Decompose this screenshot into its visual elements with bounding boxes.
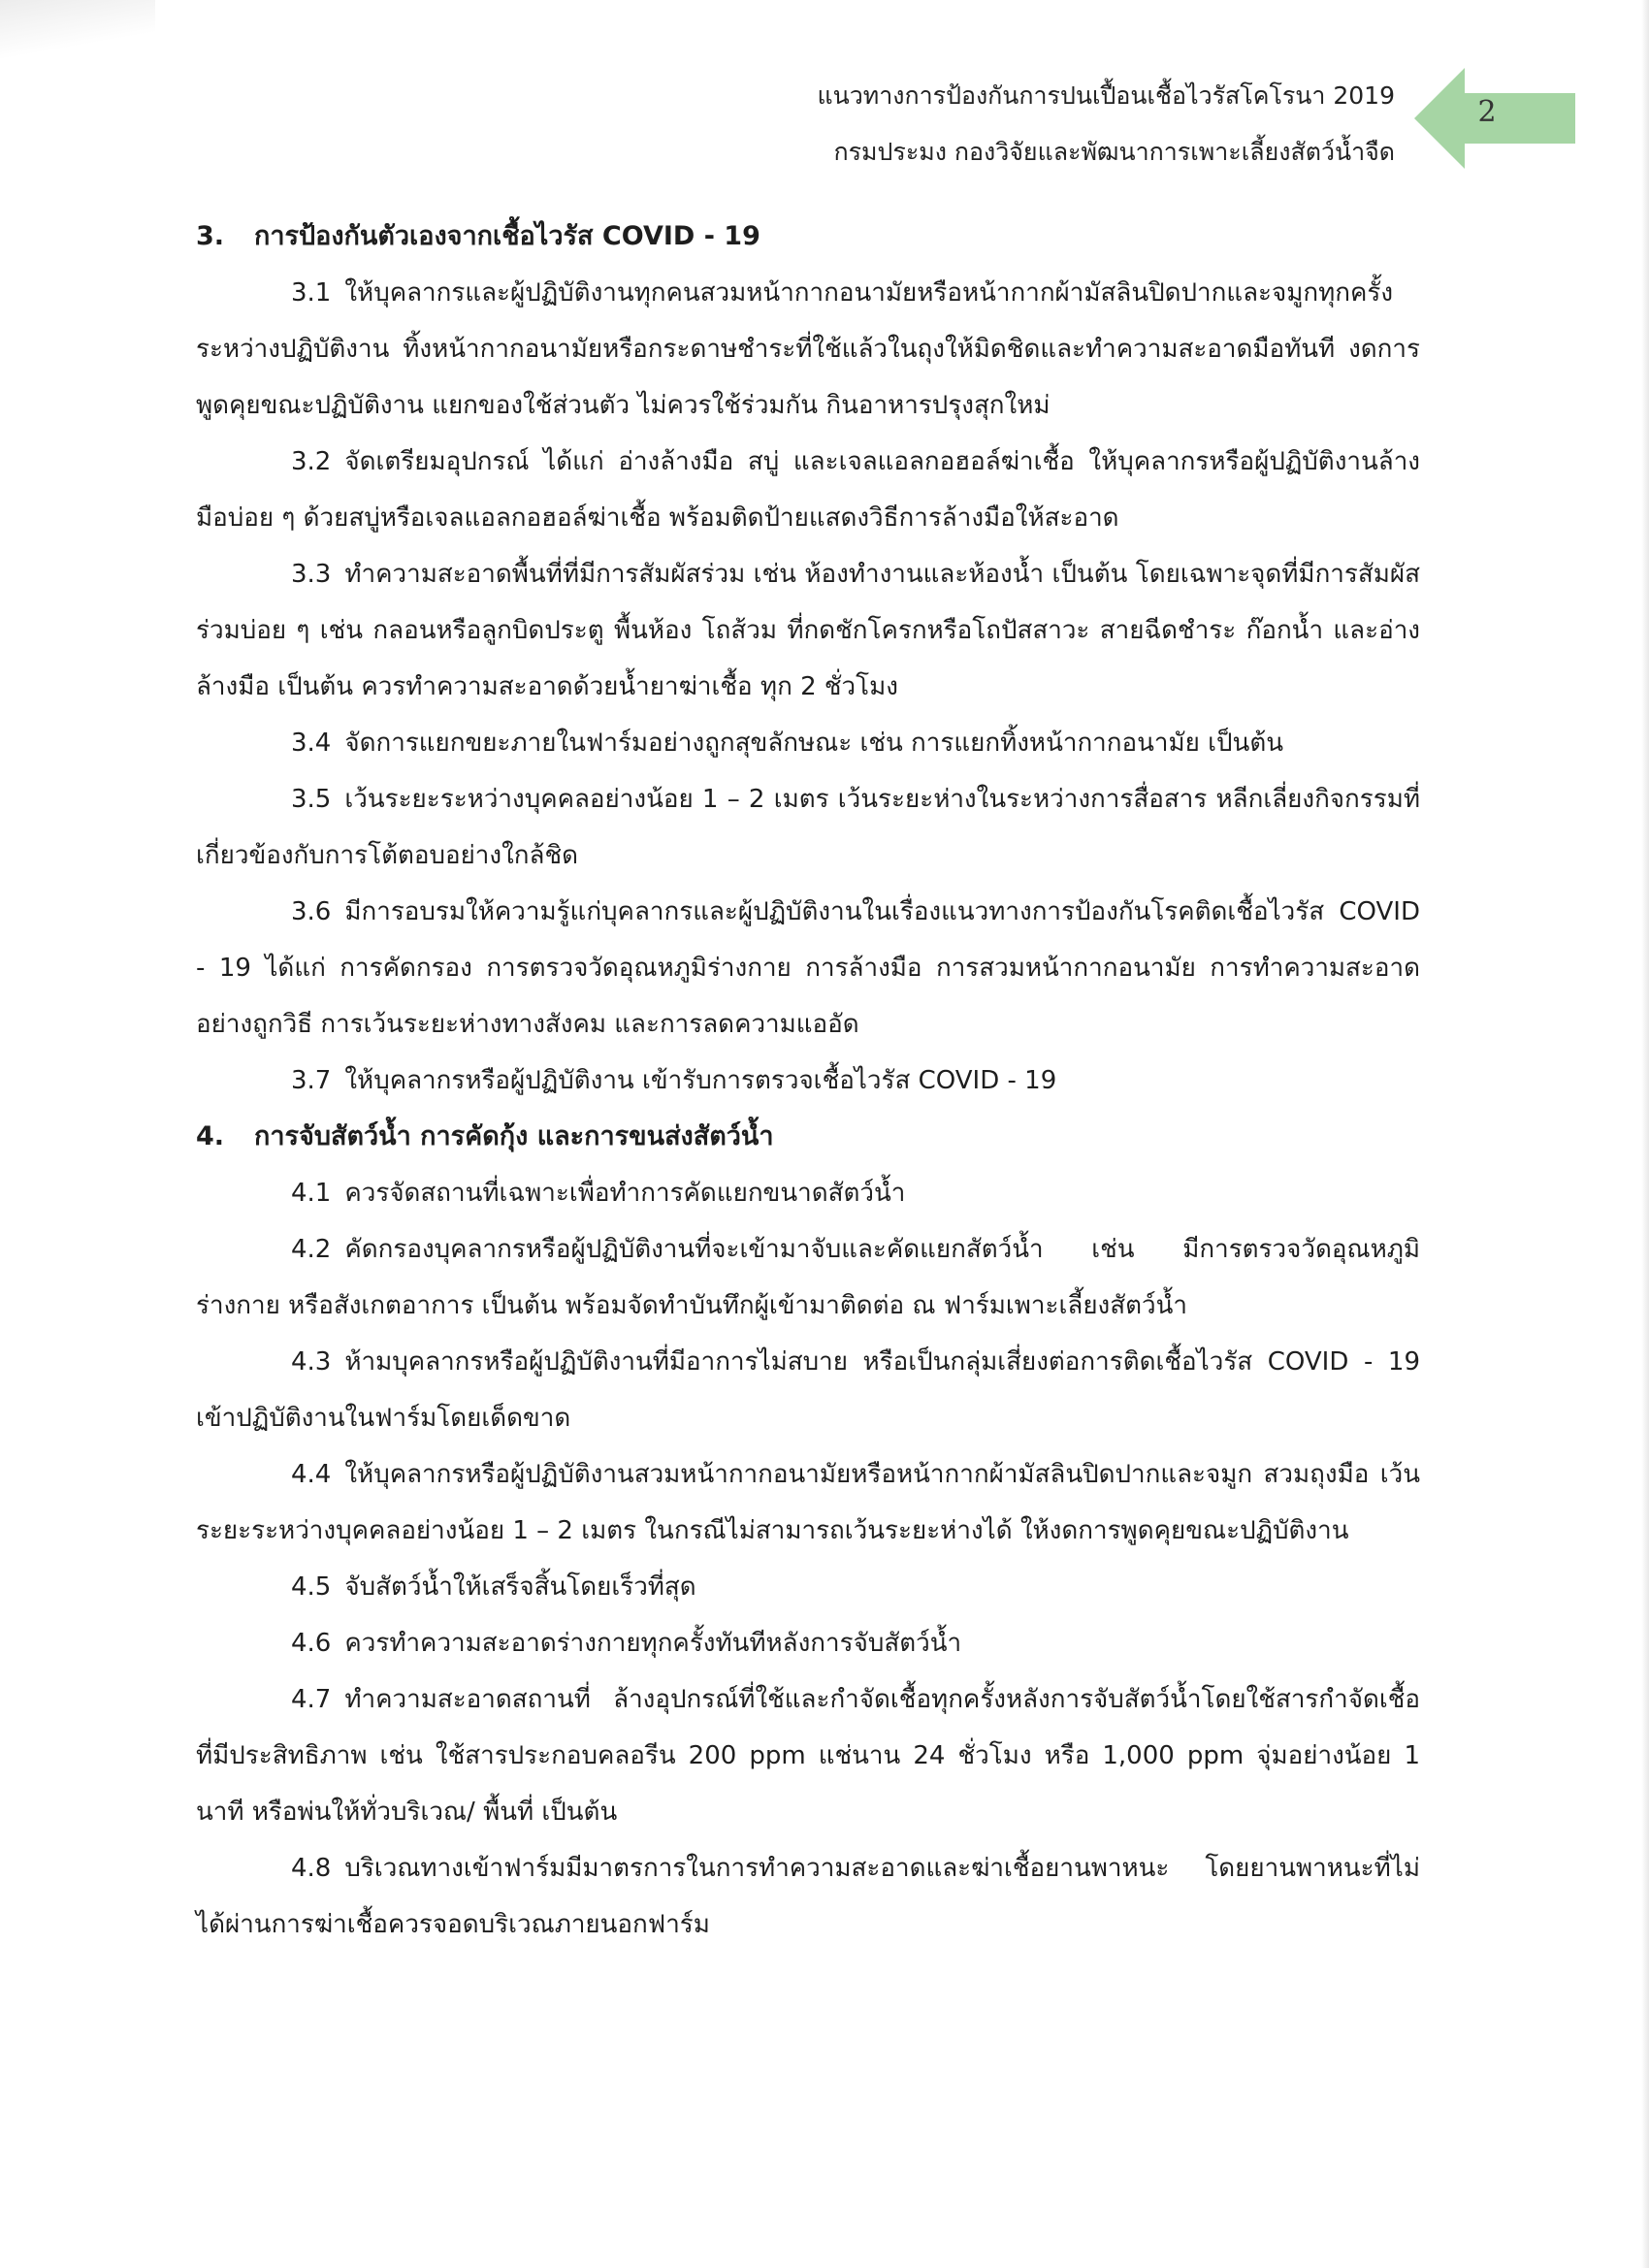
list-item: [196, 715, 1420, 771]
document-header: [818, 68, 1396, 180]
list-item: [196, 1446, 1420, 1559]
item-number: 4.4: [291, 1460, 332, 1489]
list-item: [196, 265, 1420, 434]
item-text: บริเวณทางเข้าฟาร์มมีมาตรการในการทำความสะอาดและฆ่าเชื้อยานพาหนะ โดยยานพาหนะที่ไม่ได้ผ่านการฆ่าเชื้อควรจอดบริเวณภายนอกฟาร์ม: [196, 1854, 1420, 1939]
list-item: [196, 1559, 1420, 1615]
section-number: 3.: [196, 221, 225, 251]
page-corner-shading: [0, 0, 155, 58]
list-item: [196, 1671, 1420, 1840]
item-number: 3.6: [291, 897, 332, 926]
item-text: ให้บุคลากรและผู้ปฏิบัติงานทุกคนสวมหน้ากากอนามัยหรือหน้ากากผ้ามัสลินปิดปากและจมูกทุกครั้งระหว่างปฏิบัติงาน ทิ้งหน้ากากอนามัยหรือกระดาษชำระที่ใช้แล้วในถุงให้มิดชิดและทำความสะอาดมือทันที งดการพูดคุยขณะปฏิบัติงาน แยกของใช้ส่วนตัว ไม่ควรใช้ร่วมกัน กินอาหารปรุงสุกใหม่: [196, 278, 1420, 420]
section-number: 4.: [196, 1121, 225, 1151]
item-text: เว้นระยะระหว่างบุคคลอย่างน้อย 1 – 2 เมตร เว้นระยะห่างในระหว่างการสื่อสาร หลีกเลี่ยงกิจกรรมที่เกี่ยวข้องกับการโต้ตอบอย่างใกล้ชิด: [196, 785, 1420, 870]
item-number: 4.7: [291, 1685, 332, 1714]
item-number: 3.2: [291, 447, 332, 476]
list-item: [196, 1053, 1420, 1109]
section-title: การจับสัตว์น้ำ การคัดกุ้ง และการขนส่งสัตว์น้ำ: [254, 1121, 774, 1151]
item-number: 3.7: [291, 1066, 332, 1095]
list-item: [196, 1840, 1420, 1953]
item-text: ให้บุคลากรหรือผู้ปฏิบัติงาน เข้ารับการตรวจเชื้อไวรัส COVID - 19: [344, 1066, 1057, 1095]
header-title: แนวทางการป้องกันการปนเปื้อนเชื้อไวรัสโคโรนา 2019: [817, 81, 1395, 110]
section-heading-4: [196, 1109, 1420, 1165]
list-item: [196, 1221, 1420, 1334]
item-number: 3.1: [291, 278, 332, 308]
item-number: 4.8: [291, 1854, 332, 1883]
item-number: 4.6: [291, 1629, 332, 1658]
item-text: จัดการแยกขยะภายในฟาร์มอย่างถูกสุขลักษณะ เช่น การแยกทิ้งหน้ากากอนามัย เป็นต้น: [344, 729, 1283, 758]
page-number-badge: [1414, 68, 1575, 169]
item-text: มีการอบรมให้ความรู้แก่บุคลากรและผู้ปฏิบัติงานในเรื่องแนวทางการป้องกันโรคติดเชื้อไวรัส COVID - 19 ได้แก่ การคัดกรอง การตรวจวัดอุณหภูมิร่างกาย การล้างมือ การสวมหน้ากากอนามัย การทำความสะอาดอย่างถูกวิธี การเว้นระยะห่างทางสังคม และการลดความแออัด: [196, 897, 1420, 1039]
item-text: ทำความสะอาดพื้นที่ที่มีการสัมผัสร่วม เช่น ห้องทำงานและห้องน้ำ เป็นต้น โดยเฉพาะจุดที่มีการสัมผัสร่วมบ่อย ๆ เช่น กลอนหรือลูกบิดประตู พื้นห้อง โถส้วม ที่กดชักโครกหรือโถปัสสาวะ สายฉีดชำระ ก๊อกน้ำ และอ่างล้างมือ เป็นต้น ควรทำความสะอาดด้วยน้ำยาฆ่าเชื้อ ทุก 2 ชั่วโมง: [196, 560, 1420, 701]
list-item: [196, 1615, 1420, 1671]
section-heading-3: [196, 209, 1420, 265]
item-text: ควรทำความสะอาดร่างกายทุกครั้งทันทีหลังการจับสัตว์น้ำ: [344, 1629, 962, 1658]
item-text: จัดเตรียมอุปกรณ์ ได้แก่ อ่างล้างมือ สบู่ และเจลแอลกอฮอล์ฆ่าเชื้อ ให้บุคลากรหรือผู้ปฏิบัติงานล้างมือบ่อย ๆ ด้วยสบู่หรือเจลแอลกอฮอล์ฆ่าเชื้อ พร้อมติดป้ายแสดงวิธีการล้างมือให้สะอาด: [196, 447, 1420, 533]
item-text: จับสัตว์น้ำให้เสร็จสิ้นโดยเร็วที่สุด: [344, 1572, 696, 1602]
item-number: 3.5: [291, 785, 332, 814]
list-item: [196, 771, 1420, 884]
item-number: 3.3: [291, 560, 332, 589]
item-text: ทำความสะอาดสถานที่ ล้างอุปกรณ์ที่ใช้และกำจัดเชื้อทุกครั้งหลังการจับสัตว์น้ำโดยใช้สารกำจัดเชื้อที่มีประสิทธิภาพ เช่น ใช้สารประกอบคลอรีน 200 ppm แช่นาน 24 ชั่วโมง หรือ 1,000 ppm จุ่มอย่างน้อย 1 นาที หรือพ่นให้ทั่วบริเวณ/ พื้นที่ เป็นต้น: [196, 1685, 1420, 1827]
item-number: 4.1: [291, 1179, 332, 1208]
list-item: [196, 434, 1420, 546]
item-text: ให้บุคลากรหรือผู้ปฏิบัติงานสวมหน้ากากอนามัยหรือหน้ากากผ้ามัสลินปิดปากและจมูก สวมถุงมือ เว้นระยะระหว่างบุคคลอย่างน้อย 1 – 2 เมตร ในกรณีไม่สามารถเว้นระยะห่างได้ ให้งดการพูดคุยขณะปฏิบัติงาน: [196, 1460, 1420, 1545]
item-text: ควรจัดสถานที่เฉพาะเพื่อทำการคัดแยกขนาดสัตว์น้ำ: [344, 1179, 906, 1208]
page-edge-shadow: [1641, 0, 1649, 2268]
item-text: ห้ามบุคลากรหรือผู้ปฏิบัติงานที่มีอาการไม่สบาย หรือเป็นกลุ่มเสี่ยงต่อการติดเชื้อไวรัส COVID - 19 เข้าปฏิบัติงานในฟาร์มโดยเด็ดขาด: [196, 1347, 1420, 1433]
item-number: 4.5: [291, 1572, 332, 1602]
page-number: 2: [1477, 95, 1497, 129]
list-item: [196, 1334, 1420, 1446]
section-title: การป้องกันตัวเองจากเชื้อไวรัส COVID - 19: [254, 221, 760, 251]
item-text: คัดกรองบุคลากรหรือผู้ปฏิบัติงานที่จะเข้ามาจับและคัดแยกสัตว์น้ำ เช่น มีการตรวจวัดอุณหภูมิร่างกาย หรือสังเกตอาการ เป็นต้น พร้อมจัดทำบันทึกผู้เข้ามาติดต่อ ณ ฟาร์มเพาะเลี้ยงสัตว์น้ำ: [196, 1235, 1420, 1320]
item-number: 4.2: [291, 1235, 332, 1264]
list-item: [196, 884, 1420, 1053]
list-item: [196, 546, 1420, 715]
item-number: 3.4: [291, 729, 332, 758]
header-department: กรมประมง กองวิจัยและพัฒนาการเพาะเลี้ยงสัตว์น้ำจืด: [833, 138, 1395, 166]
document-body: [196, 209, 1420, 1953]
item-number: 4.3: [291, 1347, 332, 1377]
list-item: [196, 1165, 1420, 1221]
